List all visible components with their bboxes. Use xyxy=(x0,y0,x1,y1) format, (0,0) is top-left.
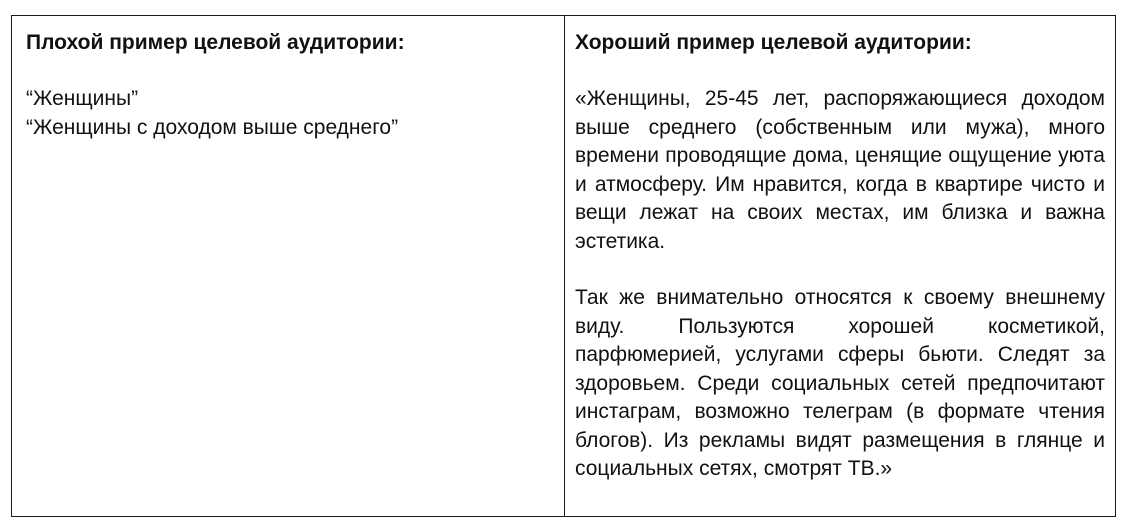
bad-example-item: “Женщины” xyxy=(26,87,139,110)
good-example-heading: Хороший пример целевой аудитории: xyxy=(575,31,972,54)
bad-example-item: “Женщины с доходом выше среднего” xyxy=(26,115,399,139)
good-example-paragraph: «Женщины, 25-45 лет, распоряжающиеся доходом выше среднего (собственным или мужа), много времени проводящие дома, ценящие ощущение уюта и атмосферу. Им нравится, когда в квартире чисто и вещи лежат на своих местах, им близка и важна эстетика. xyxy=(575,87,1105,253)
bad-example-heading: Плохой пример целевой аудитории: xyxy=(26,31,405,54)
audience-comparison-table xyxy=(11,15,1116,517)
good-example-column xyxy=(565,16,1115,516)
good-example-paragraph: Так же внимательно относятся к своему внешнему виду. Пользуются хорошей косметикой, парфюмерией, услугами сферы бьюти. Следят за здоровьем. Среди социальных сетей предпочитают инстаграм, возможно телеграм (в формате чтения блогов). Из рекламы видят размещения в глянце и социальных сетях, смотрят ТВ.» xyxy=(575,286,1105,480)
bad-example-column xyxy=(12,16,565,516)
